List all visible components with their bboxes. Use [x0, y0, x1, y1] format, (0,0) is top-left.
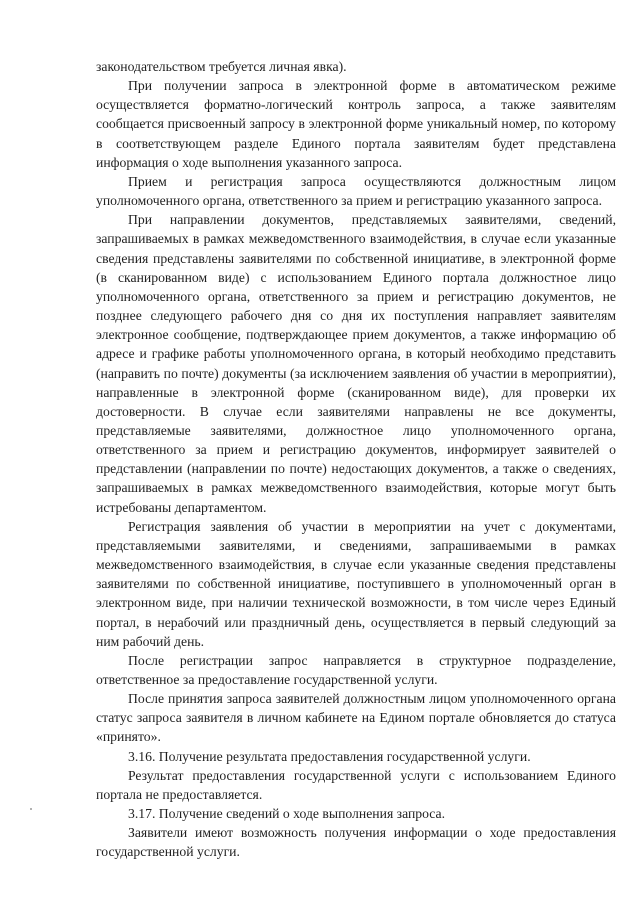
paragraph-request-registration: Прием и регистрация запроса осуществляются должностным лицом уполномоченного органа, ответственного за прием и регистрацию указанного запроса. [96, 173, 616, 209]
scan-speck [30, 808, 32, 810]
paragraph-application-registration: Регистрация заявления об участии в мероприятии на учет с документами, представляемыми заявителями, и сведениями, запрашиваемыми в рамках межведомственного взаимодействия, в случае если указанные сведения представлены заявителями по собственной инициативе, поступившего в уполномоченный орган в электронном виде, при наличии технической возможности, в том числе через Единый портал, в нерабочий или праздничный день, осуществляется в первый следующий за ним рабочий день. [96, 518, 616, 649]
paragraph-request-status: После принятия запроса заявителей должностным лицом уполномоченного органа статус запроса заявителя в личном кабинете на Едином портале обновляется до статуса «принято». [96, 691, 616, 745]
document-page [96, 57, 616, 862]
paragraph-electronic-request-control: При получении запроса в электронной форме в автоматическом режиме осуществляется форматно-логический контроль запроса, а также заявителям сообщается присвоенный запросу в электронной форме уникальный номер, по которому в соответствующем разделе Единого портала заявителям будет представлена информация о ходе выполнения указанного запроса. [96, 78, 616, 170]
paragraph-document-submission: При направлении документов, представляемых заявителями, сведений, запрашиваемых в рамках межведомственного взаимодействия, в случае если указанные сведения представлены заявителями по собственной инициативе, в электронной форме (в сканированном виде) с использованием Единого портала должностное лицо уполномоченного органа, ответственного за прием и регистрацию документов, не позднее следующего рабочего дня со дня их поступления направляет заявителям электронное сообщение, подтверждающее прием документов, а также информацию об адресе и графике работы уполномоченного органа, в который необходимо представить (направить по почте) документы (за исключением заявления об участии в мероприятии), направленные в электронной форме (сканированном виде), для проверки их достоверности. В случае если заявителями направлены не все документы, представляемые заявителями, должностное лицо уполномоченного органа, ответственного за прием и регистрацию документов, информирует заявителей о представлении (направлении по почте) недостающих документов, а также о сведениях, запрашиваемых в рамках межведомственного взаимодействия, которые могут быть истребованы департаментом. [96, 212, 616, 515]
paragraph-information-availability: Заявители имеют возможность получения информации о ходе предоставления государственной услуги. [96, 825, 616, 860]
paragraph-result: Результат предоставления государственной услуги с использованием Единого портала не предоставляется. [96, 767, 616, 802]
section-heading-3-16: 3.16. Получение результата предоставления государственной услуги. [128, 748, 531, 764]
paragraph-continuation: законодательством требуется личная явка). [96, 59, 347, 74]
paragraph-after-registration: После регистрации запрос направляется в структурное подразделение, ответственное за предоставление государственной услуги. [96, 652, 616, 687]
section-heading-3-17: 3.17. Получение сведений о ходе выполнения запроса. [128, 806, 446, 822]
